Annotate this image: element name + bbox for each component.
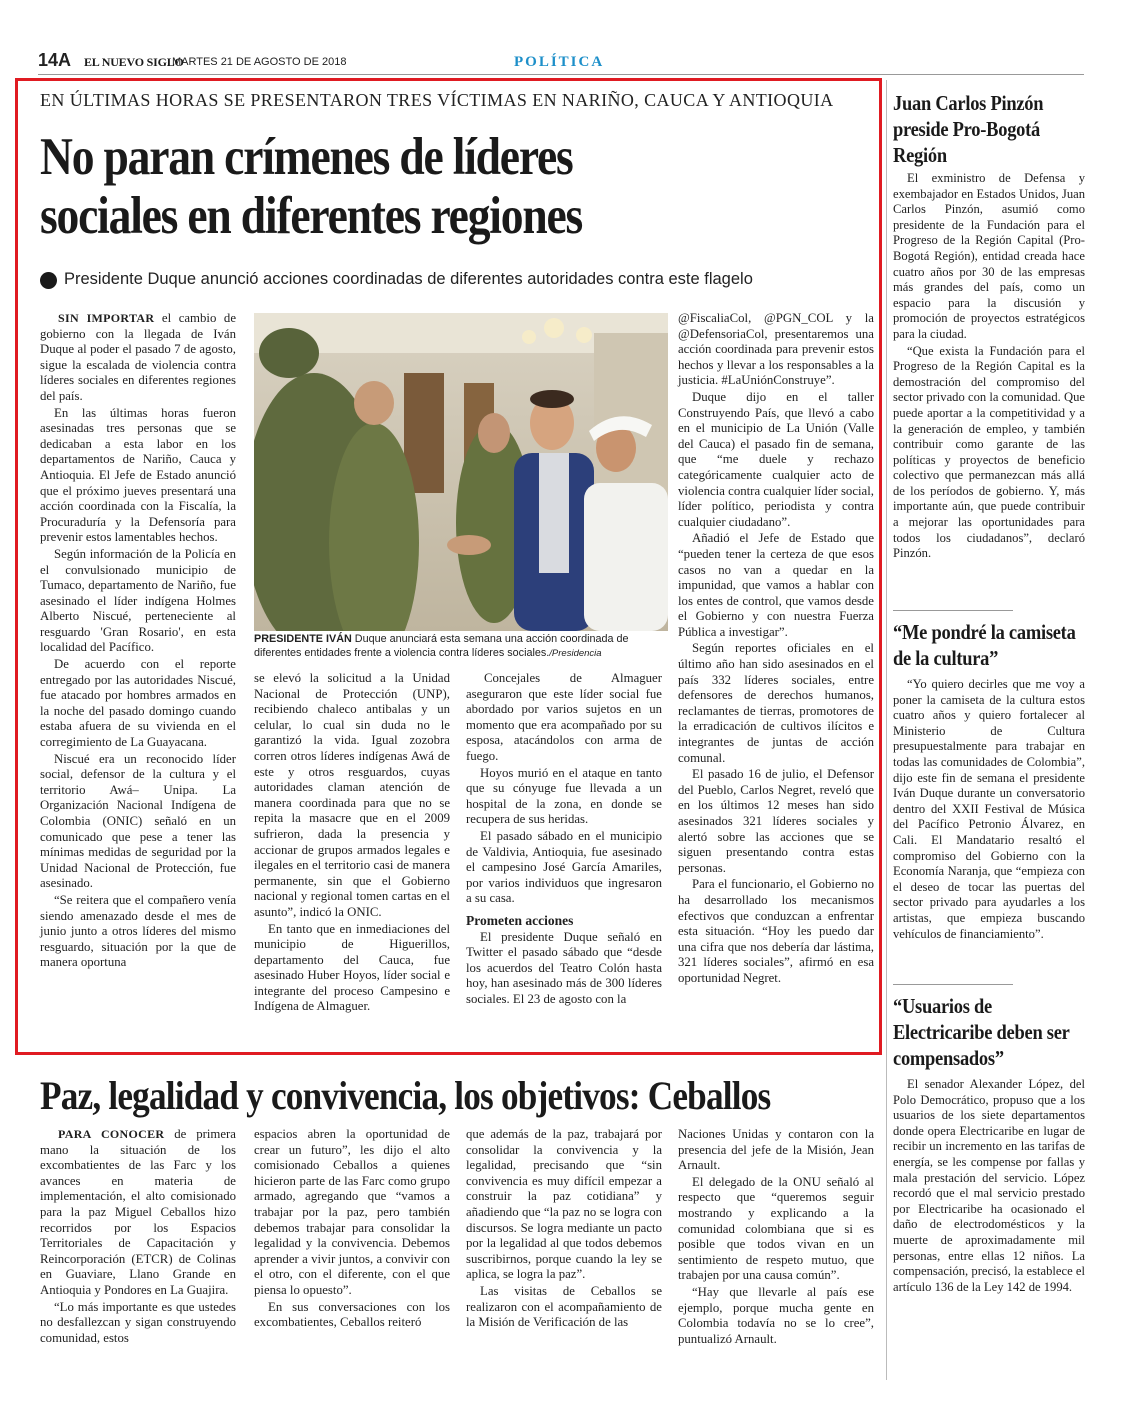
publication-name: EL NUEVO SIGLO xyxy=(84,55,184,69)
sidebar-rule xyxy=(893,610,1013,611)
sidebar-story-3 xyxy=(893,1077,1085,1296)
paragraph: el cambio de gobierno con la llegada de Iván Duque al poder el pasado 7 de agosto, sigue la escalada de violencia contra líderes sociales en diferentes regiones del país. xyxy=(40,311,236,403)
paragraph: se elevó la solicitud a la Unidad Nacional de Protección (UNP), recibiendo chaleco antibalas y un celular, lo cual sin duda no le garantizó la vida. Igual zozobra corren otros líderes indígenas Awá de este y otros resguardos, cuyas autoridades claman atención de manera coordinada para que no se repita la masacre que en el 2009 sufrieron, dada la presencia y accionar de grupos armados legales e ilegales en el territorio casi de manera permanente, sin que el Gobierno nacional y regional tomen cartas en el asunto”, indicó la ONIC. xyxy=(254,671,450,919)
sidebar-headline-1: Juan Carlos Pinzón preside Pro-Bogotá Región xyxy=(893,91,1044,167)
main-headline xyxy=(40,128,754,246)
section-title: POLÍTICA xyxy=(514,54,605,70)
paragraph: El senador Alexander López, del Polo Democrático, propuso que a los usuarios de los siete departamentos donde opera Electricaribe en lugar de recibir un incremento en las tarifas de energía, se les compense por fallas y mala prestación del servicio. López recordó que el mal servicio prestado por Electricaribe ha ocasionado el daño de electrodomésticos y la muerte de aproximadamente mil personas, entre ellas 12 niños. La compensación, precisó, la establece el artículo 136 de la Ley 142 de 1994. xyxy=(893,1077,1085,1294)
header-rule xyxy=(38,74,1084,75)
lead-in: PARA CONOCER xyxy=(58,1127,165,1141)
paragraph: “Lo más importante es que ustedes no desfallezcan y sigan construyendo comunidad, estos xyxy=(40,1299,236,1345)
paragraph: Concejales de Almaguer aseguraron que este líder social fue abordado por varios sujetos en un momento que era acompañado por su esposa, atacándolos con arma de fuego. xyxy=(466,671,662,763)
lead-in: SIN IMPORTAR xyxy=(58,311,155,325)
news-photo xyxy=(254,313,668,631)
paragraph: En sus conversaciones con los excombatientes, Ceballos reiteró xyxy=(254,1299,450,1330)
second-col-1 xyxy=(40,1127,236,1347)
headline-line-1: No paran crímenes de líderes xyxy=(40,128,573,186)
photo-caption xyxy=(254,632,668,661)
paragraph: El pasado sábado en el municipio de Valdivia, Antioquia, fue asesinado el campesino José García Amariles, por varios individuos que ingresaron a su casa. xyxy=(466,828,662,906)
sidebar-headline-3: “Usuarios de Electricaribe deben ser compensados” xyxy=(893,994,1070,1070)
main-col-2 xyxy=(254,671,450,1016)
paragraph: Duque dijo en el taller Construyendo País, que llevó a cabo en el municipio de La Unión (Valle del Cauca) el pasado fin de semana, que “me duele y rechazo categóricamente cualquier acto de violencia contra cualquier líder social, líder político, periodista y contra cualquier ciudadano”. xyxy=(678,389,874,529)
second-headline: Paz, legalidad y convivencia, los objetivos: Ceballos xyxy=(40,1073,771,1118)
page-number: 14A xyxy=(38,50,72,70)
paragraph: @FiscaliaCol, @PGN_COL y la @DefensoriaCol, presentaremos una acción coordinada para prevenir estos hechos y llevar a los responsables a la justicia. #LaUniónConstruye”. xyxy=(678,311,874,388)
paragraph: Según información de la Policía en el convulsionado municipio de Tumaco, departamento de Nariño, fue asesinado el líder indígena Holmes Alberto Niscué, perteneciente al resguardo 'Gran Rosario', en esta localidad del Pacífico. xyxy=(40,546,236,655)
paragraph: Hoyos murió en el ataque en tanto que su cónyuge fue llevada a un hospital de la zona, en donde se recupera de sus heridas. xyxy=(466,765,662,827)
paragraph: El exministro de Defensa y exembajador en Estados Unidos, Juan Carlos Pinzón, asumió como presidente de la Fundación para el Progreso de la Región Capital (Pro-Bogotá Región), entidad creada hace cuatro años por 30 de las empresas más grandes del país, como un espacio para la discusión y promoción de proyectos estratégicos para la ciudad. xyxy=(893,171,1085,341)
paragraph: De acuerdo con el reporte entregado por las autoridades Niscué, fue atacado por hombres armados en la noche del pasado domingo cuando estaba afuera de su vivienda en el corregimiento de La Guayacana. xyxy=(40,657,236,750)
paragraph: Niscué era un reconocido líder social, defensor de la cultura y el territorio Awá– Unipa. La Organización Nacional Indígena de Colombia (ONIC) señaló en un comunicado que pese a tener las mínimas medidas de seguridad por la Unidad Nacional de Protección, fue asesinado. xyxy=(40,751,236,891)
sidebar-story-2 xyxy=(893,677,1085,943)
paragraph: En las últimas horas fueron asesinadas tres personas que se dedicaban a esta labor en los departamentos de Nariño, Cauca y Antioquia. El Jefe de Estado anunció que el próximo jueves presentará una acción coordinada con la Fiscalía, la Procuraduría y la Defensoría para prevenir estos lamentables hechos. xyxy=(40,405,236,545)
subheadline: Presidente Duque anunció acciones coordinadas de diferentes autoridades contra este flagelo xyxy=(64,270,753,288)
second-col-2 xyxy=(254,1127,450,1332)
paragraph: Para el funcionario, el Gobierno no ha desarrollado los mecanismos efectivos que conduzcan a enfrentar esta situación. “Hoy les puedo dar una cifra que nos debería dar lástima, 321 líderes sociales”, afirmó en esa oportunidad Negret. xyxy=(678,877,874,985)
paragraph: espacios abren la oportunidad de crear un futuro”, les dijo el alto comisionado Ceballos a quienes hicieron parte de las Farc como grupo armado, agregando que “vamos a trabajar por la paz, pero también debemos trabajar para consolidar la legalidad y la convivencia. Debemos aprender a vivir juntos, a convivir con el otro, con el diferente, con el que piensa lo opuesto”. xyxy=(254,1127,450,1297)
caption-text: Duque anunciará esta semana una acción coordinada de diferentes entidades frente a violencia contra líderes sociales. xyxy=(254,633,629,659)
paragraph: Según reportes oficiales en el último año han sido asesinados en el país 332 líderes sociales, entre defensores de derechos humanos, reclamantes de tierras, promotores de la erradicación de cultivos ilícitos e integrantes de juntas de acción comunal. xyxy=(678,641,874,765)
bullet-icon xyxy=(40,272,57,289)
main-col-1 xyxy=(40,311,236,972)
publication-date: MARTES 21 DE AGOSTO DE 2018 xyxy=(172,56,347,68)
main-col-4 xyxy=(678,311,874,988)
paragraph: Las visitas de Ceballos se realizaron con el acompañamiento de la Misión de Verificación de las xyxy=(466,1283,662,1330)
sidebar-rule xyxy=(893,984,1013,985)
section-subtitle: Prometen acciones xyxy=(466,912,574,928)
paragraph: “Se reitera que el compañero venía siendo amenazado desde el mes de junio junto a otros líderes del mismo resguardo, situación por la que de manera oportuna xyxy=(40,892,236,970)
second-col-4 xyxy=(678,1127,874,1348)
paragraph: El presidente Duque señaló en Twitter el pasado sábado que “desde los acuerdos del Teatro Colón hasta hoy, han asesinado más de 300 líderes sociales. El 23 de agosto con la xyxy=(466,929,662,1006)
paragraph: “Hay que llevarle al país ese ejemplo, porque mucha gente en Colombia todavía no se lo cree”, puntualizó Arnault. xyxy=(678,1284,874,1346)
main-col-3 xyxy=(466,671,662,1008)
headline-line-2: sociales en diferentes regiones xyxy=(40,187,583,245)
kicker: EN ÚLTIMAS HORAS SE PRESENTARON TRES VÍCTIMAS EN NARIÑO, CAUCA Y ANTIOQUIA xyxy=(40,90,834,110)
photo-credit: /Presidencia xyxy=(549,648,602,659)
paragraph: Añadió el Jefe de Estado que “pueden tener la certeza de que esos casos no van a quedar en la impunidad, que vamos a hablar con los entes de control, que vamos desde el Gobierno y con nuestra Fuerza Pública a investigar”. xyxy=(678,531,874,639)
sidebar-divider xyxy=(886,80,887,1380)
sidebar-headline-2: “Me pondré la camiseta de la cultura” xyxy=(893,620,1076,670)
paragraph: “Yo quiero decirles que me voy a poner la camiseta de la cultura estos cuatro años y quiero fortalecer al Ministerio de Cultura presupuestalmente para trabajar en todas las comunidades de Colombia”, dijo este fin de semana el presidente Iván Duque durante un conversatorio dentro del XXII Festival de Música del Pacífico Petronio Álvarez, en Cali. El Mandatario resaltó el compromiso del Gobierno con la Economía Naranja, que “empieza con el deseo de tocar las puertas del sector privado para ayudarles a los artistas, que empieza buscando vehículos de financiamiento”. xyxy=(893,677,1085,941)
sidebar-story-1 xyxy=(893,171,1085,563)
paragraph: Naciones Unidas y contaron con la presencia del jefe de la Misión, Jean Arnault. xyxy=(678,1127,874,1173)
paragraph: El pasado 16 de julio, el Defensor del Pueblo, Carlos Negret, reveló que en los últimos 12 meses han sido asesinados 321 líderes sociales y alertó sobre las acciones que se siguen presentando contra estas personas. xyxy=(678,767,874,875)
paragraph: En tanto que en inmediaciones del municipio de Higuerillos, departamento del Cauca, fue asesinado Huber Hoyos, líder social e integrante del proceso Campesino e Indígena de Almaguer. xyxy=(254,921,450,1014)
second-col-3 xyxy=(466,1127,662,1332)
caption-lead: PRESIDENTE IVÁN xyxy=(254,633,352,645)
paragraph: El delegado de la ONU señaló al respecto que “queremos seguir mostrando y explicando a la comunidad colombiana que si es posible que todos vivan en un sentimiento de respeto mutuo, que trabajen por una causa común”. xyxy=(678,1174,874,1283)
paragraph: “Que exista la Fundación para el Progreso de la Región Capital es la demostración del compromiso del sector privado con la comunidad. Que puede aportar a la competitividad y a la generación de empleo, y también contribuir como garante de las políticas y proyectos de beneficio colectivo que permanezcan más allá de los períodos de gobierno. Y, más importante aún, que puede contribuir a mejorar las oportunidades para todos los ciudadanos”, declaró Pinzón. xyxy=(893,343,1085,561)
paragraph: de primera mano la situación de los excombatientes de las Farc y los avances en materia de implementación, el alto comisionado para la paz Miguel Ceballos hizo recorridos por los Espacios Territoriales de Capacitación y Reincorporación (ETCR) de Colinas en Guaviare, Llano Grande en Antioquia y Pondores en La Guajira. xyxy=(40,1127,236,1297)
paragraph: que además de la paz, trabajará por consolidar la convivencia y la legalidad, precisando que “sin convivencia es muy difícil empezar a construir la paz cotidiana” y añadiendo que “la paz no se logra con discursos. Se logra mediante un pacto por la legalidad al que todos debemos suscribirnos, porque cuando la ley se aplica, se logra la paz”. xyxy=(466,1127,662,1282)
